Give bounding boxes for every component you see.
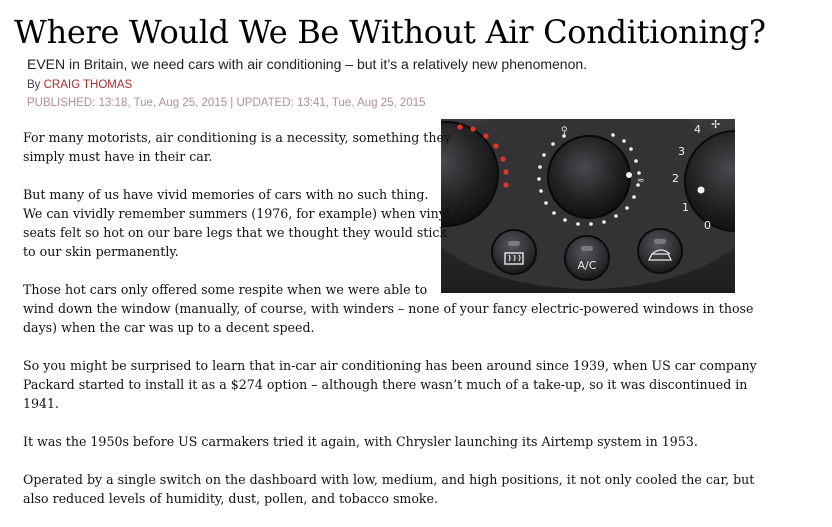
byline-prefix: By (27, 79, 44, 91)
paragraph: For many motorists, air conditioning is a necessity, something they simply must have in their car. (23, 130, 452, 164)
fan-icon: ✢ (711, 119, 721, 131)
fan-speed-0: 0 (704, 219, 711, 232)
byline (27, 78, 132, 92)
article-body (23, 128, 763, 527)
fan-speed-1: 1 (682, 201, 689, 214)
ac-button-label: A/C (577, 259, 597, 272)
paragraph: Operated by a single switch on the dashboard with low, medium, and high positions, it not only cooled the car, but also reduced levels of humidity, dust, pollen, and tobacco smoke. (23, 472, 755, 506)
paragraph: Those hot cars only offered some respite when we were able to wind down the window (manually, of course, with winders – none of your fancy electric-powered windows in those days) when the car was up to a decent speed. (23, 282, 754, 335)
paragraph: So you might be surprised to learn that in-car air conditioning has been around since 1939, when US car company Packard started to install it as a $274 option – although there wasn’t much of a take-up, so it was discontinued in 1941. (23, 358, 757, 411)
article-title: Where Would We Be Without Air Conditioning? (14, 13, 766, 51)
article-standfirst: EVEN in Britain, we need cars with air conditioning – but it’s a relatively new phenomenon. (27, 56, 588, 72)
fan-speed-2: 2 (672, 172, 679, 185)
paragraph: But many of us have vivid memories of cars with no such thing. We can vividly remember summers (1976, for example) when vinyl seats felt so hot on our bare legs that we thought they would stick to our skin permanently. (23, 187, 450, 259)
paragraph: It was the 1950s before US carmakers tried it again, with Chrysler launching its Airtemp system in 1953. (23, 434, 698, 449)
fan-speed-3: 3 (678, 145, 685, 158)
fan-speed-4: 4 (694, 123, 701, 136)
photo-float-spacer (451, 128, 763, 283)
author-link[interactable]: CRAIG THOMAS (43, 79, 133, 91)
airflow-icon: ≈ (637, 176, 645, 186)
publish-dates: PUBLISHED: 13:18, Tue, Aug 25, 2015 | UPDATED: 13:41, Tue, Aug 25, 2015 (27, 97, 426, 109)
defrost-icon: ⚲ (561, 126, 568, 136)
